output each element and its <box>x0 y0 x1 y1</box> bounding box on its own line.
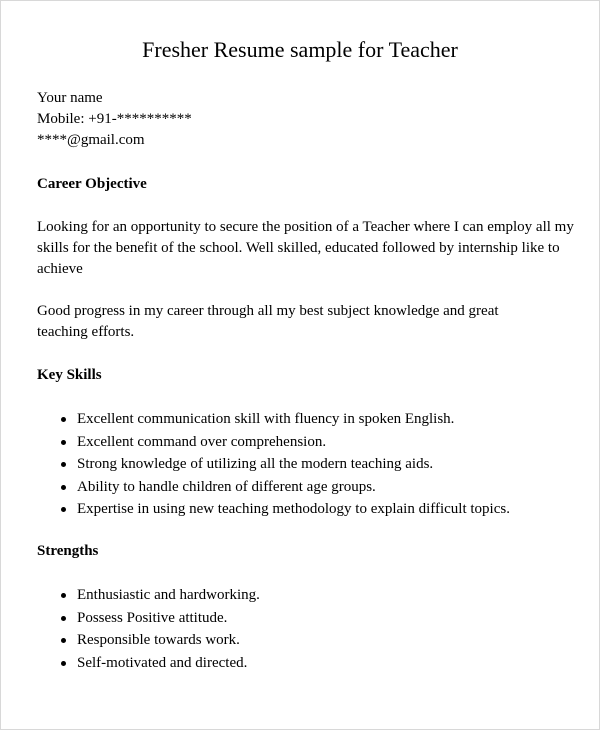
strengths-list <box>37 584 260 674</box>
list-item-text: Excellent communication skill with fluency in spoken English. <box>77 411 455 427</box>
list-item-text: Ability to handle children of different age groups. <box>77 478 376 495</box>
list-item <box>37 584 260 607</box>
list-item <box>37 431 510 454</box>
bullet-icon <box>61 462 66 467</box>
list-item <box>37 453 510 476</box>
bullet-icon <box>61 616 66 621</box>
career-objective-paragraph: Looking for an opportunity to secure the position of a Teacher where I can employ all my skills for the benefit of the school. Well skilled, educated followed by internship like to achieve <box>37 219 574 277</box>
bullet-icon <box>61 417 66 422</box>
list-item-text: Possess Positive attitude. <box>77 609 228 626</box>
career-objective-paragraph: Good progress in my career through all my best subject knowledge and great teaching efforts. <box>37 303 499 340</box>
list-item-text: Self-motivated and directed. <box>77 654 248 671</box>
bullet-icon <box>61 593 66 598</box>
key-skills-heading: Key Skills <box>37 367 102 383</box>
bullet-icon <box>61 638 66 643</box>
list-item-text: Responsible towards work. <box>77 632 240 648</box>
bullet-icon <box>61 485 66 490</box>
contact-name: Your name <box>37 90 103 106</box>
contact-email: ****@gmail.com <box>37 132 145 148</box>
contact-mobile: Mobile: +91-********** <box>37 111 192 127</box>
list-item-text: Excellent command over comprehension. <box>77 433 327 450</box>
list-item <box>37 498 510 521</box>
document-title: Fresher Resume sample for Teacher <box>142 37 458 62</box>
list-item <box>37 476 510 499</box>
key-skills-list <box>37 408 510 521</box>
bullet-icon <box>61 661 66 666</box>
bullet-icon <box>61 507 66 512</box>
list-item-text: Enthusiastic and hardworking. <box>77 587 260 603</box>
list-item <box>37 652 260 675</box>
strengths-heading: Strengths <box>37 543 99 559</box>
list-item <box>37 607 260 630</box>
career-objective-heading: Career Objective <box>37 176 147 192</box>
list-item <box>37 408 510 431</box>
bullet-icon <box>61 440 66 445</box>
list-item-text: Expertise in using new teaching methodology to explain difficult topics. <box>77 501 510 517</box>
list-item-text: Strong knowledge of utilizing all the modern teaching aids. <box>77 456 434 472</box>
list-item <box>37 629 260 652</box>
